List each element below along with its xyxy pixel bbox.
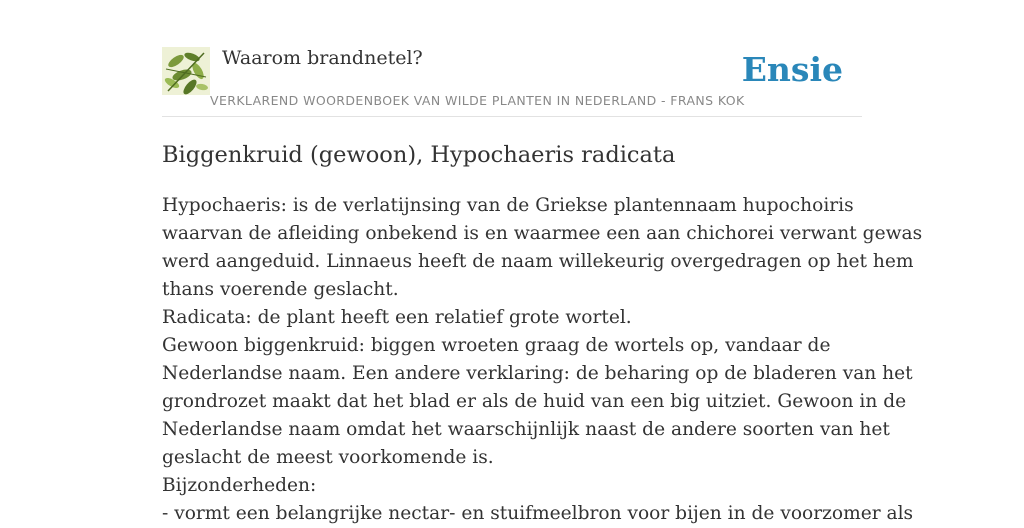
entry-line: geslacht de meest voorkomende is. xyxy=(162,447,494,468)
entry-line: - vormt een belangrijke nectar- en stuifmeelbron voor bijen in de voorzomer als xyxy=(162,503,914,524)
source-avatar[interactable] xyxy=(162,47,210,95)
entry-line: thans voerende geslacht. xyxy=(162,279,399,300)
entry-line: waarvan de afleiding onbekend is en waarmee een aan chichorei verwant gewas xyxy=(162,223,923,244)
entry-line: Nederlandse naam. Een andere verklaring: de beharing op de bladeren van het xyxy=(162,363,913,384)
entry-title: Biggenkruid (gewoon), Hypochaeris radicata xyxy=(162,142,676,168)
source-header xyxy=(162,46,862,117)
source-subtitle[interactable]: VERKLAREND WOORDENBOEK VAN WILDE PLANTEN IN NEDERLAND - FRANS KOK xyxy=(210,93,745,108)
entry-line: Nederlandse naam omdat het waarschijnlijk naast de andere soorten van het xyxy=(162,419,890,440)
entry-line: grondrozet maakt dat het blad er als de huid van een big uitziet. Gewoon in de xyxy=(162,391,907,412)
entry-line: werd aangeduid. Linnaeus heeft de naam willekeurig overgedragen op het hem xyxy=(162,251,914,272)
entry-line: Gewoon biggenkruid: biggen wroeten graag de wortels op, vandaar de xyxy=(162,335,831,356)
entry-line: Bijzonderheden: xyxy=(162,475,317,496)
brand-logo[interactable]: Ensie xyxy=(741,50,843,89)
source-title[interactable]: Waarom brandnetel? xyxy=(222,47,423,69)
entry-line: Hypochaeris: is de verlatijnsing van de Griekse plantennaam hupochoiris xyxy=(162,195,854,216)
entry-body xyxy=(162,192,923,528)
entry-line: Radicata: de plant heeft een relatief grote wortel. xyxy=(162,307,632,328)
plant-leaves-icon xyxy=(162,47,210,95)
